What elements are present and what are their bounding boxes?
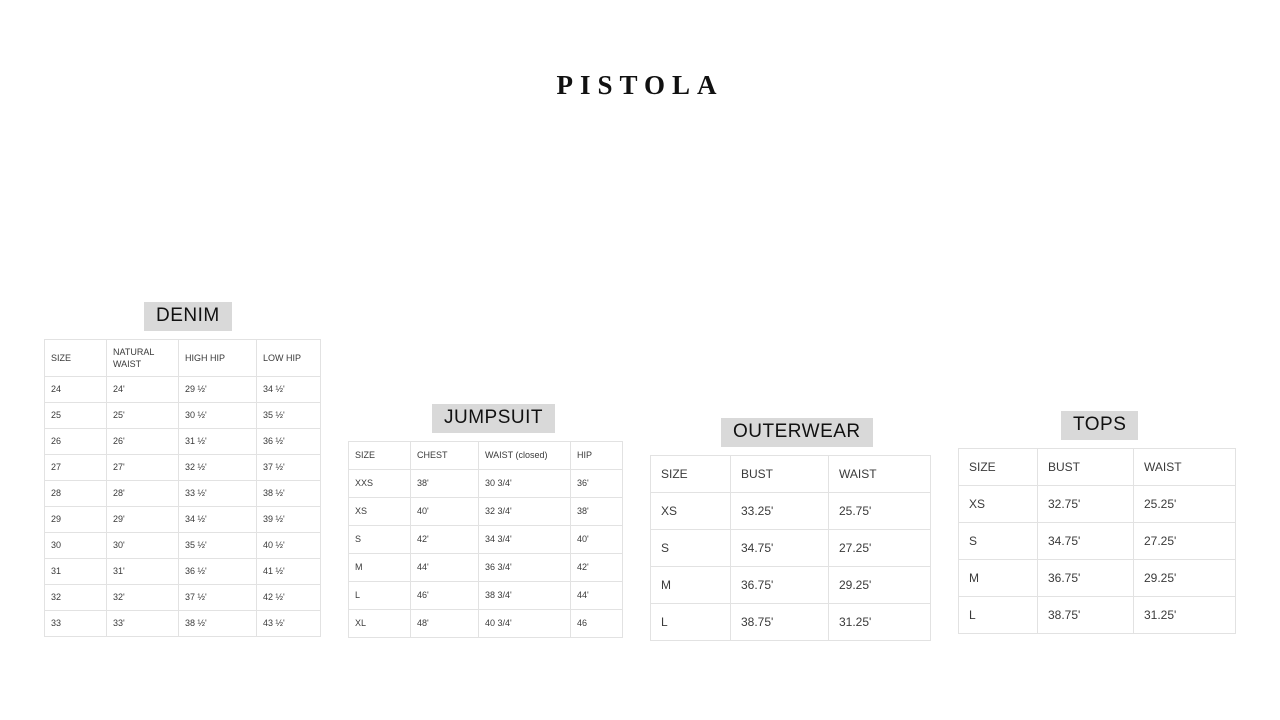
table-cell: 28 bbox=[45, 480, 107, 506]
table-cell: S bbox=[651, 529, 731, 566]
table-cell: 38' bbox=[571, 497, 623, 525]
table-cell: 31.25' bbox=[1134, 596, 1236, 633]
table-header-row bbox=[959, 448, 1236, 485]
table-cell: 34.75' bbox=[1038, 522, 1134, 559]
table-cell: M bbox=[349, 553, 411, 581]
column-header: SIZE bbox=[651, 455, 731, 492]
chart-heading-tops: TOPS bbox=[1061, 411, 1138, 440]
table-cell: 24 bbox=[45, 376, 107, 402]
table-row bbox=[959, 522, 1236, 559]
table-cell: 40' bbox=[411, 497, 479, 525]
table-cell: 27' bbox=[107, 454, 179, 480]
table-cell: 30' bbox=[107, 532, 179, 558]
table-row bbox=[349, 553, 623, 581]
table-cell: 48' bbox=[411, 609, 479, 637]
table-row bbox=[45, 532, 321, 558]
table-cell: S bbox=[959, 522, 1038, 559]
table-cell: 29 bbox=[45, 506, 107, 532]
size-table-jumpsuit bbox=[348, 441, 623, 638]
table-cell: L bbox=[349, 581, 411, 609]
table-header-row bbox=[349, 441, 623, 469]
table-cell: 29' bbox=[107, 506, 179, 532]
table-cell: 46' bbox=[411, 581, 479, 609]
size-table-denim bbox=[44, 339, 321, 637]
size-chart-outerwear bbox=[650, 418, 931, 641]
table-cell: 36' bbox=[571, 469, 623, 497]
table-cell: XXS bbox=[349, 469, 411, 497]
column-header: BUST bbox=[1038, 448, 1134, 485]
table-cell: 32 bbox=[45, 584, 107, 610]
table-cell: 35 ½' bbox=[179, 532, 257, 558]
table-cell: 29.25' bbox=[1134, 559, 1236, 596]
table-cell: 36.75' bbox=[731, 566, 829, 603]
table-row bbox=[349, 525, 623, 553]
table-cell: 31 bbox=[45, 558, 107, 584]
column-header: WAIST bbox=[829, 455, 931, 492]
table-cell: 26 bbox=[45, 428, 107, 454]
table-cell: 27.25' bbox=[1134, 522, 1236, 559]
column-header: BUST bbox=[731, 455, 829, 492]
table-cell: 36.75' bbox=[1038, 559, 1134, 596]
table-cell: 26' bbox=[107, 428, 179, 454]
size-table-outerwear bbox=[650, 455, 931, 641]
column-header: NATURAL WAIST bbox=[107, 339, 179, 376]
table-cell: 44' bbox=[411, 553, 479, 581]
table-cell: 38.75' bbox=[731, 603, 829, 640]
table-cell: 40' bbox=[571, 525, 623, 553]
table-row bbox=[651, 529, 931, 566]
table-cell: 34 ½' bbox=[179, 506, 257, 532]
table-row bbox=[45, 402, 321, 428]
table-cell: 30 ½' bbox=[179, 402, 257, 428]
table-cell: 30 bbox=[45, 532, 107, 558]
column-header: SIZE bbox=[45, 339, 107, 376]
table-cell: L bbox=[651, 603, 731, 640]
table-cell: 32 ½' bbox=[179, 454, 257, 480]
table-cell: 43 ½' bbox=[257, 610, 321, 636]
table-row bbox=[45, 610, 321, 636]
table-cell: 41 ½' bbox=[257, 558, 321, 584]
table-cell: 36 ½' bbox=[257, 428, 321, 454]
table-cell: 42' bbox=[571, 553, 623, 581]
table-cell: 33.25' bbox=[731, 492, 829, 529]
table-cell: 37 ½' bbox=[257, 454, 321, 480]
table-cell: 37 ½' bbox=[179, 584, 257, 610]
table-cell: 46 bbox=[571, 609, 623, 637]
table-cell: 33 ½' bbox=[179, 480, 257, 506]
table-cell: L bbox=[959, 596, 1038, 633]
table-row bbox=[959, 559, 1236, 596]
table-cell: XS bbox=[959, 485, 1038, 522]
table-cell: 35 ½' bbox=[257, 402, 321, 428]
column-header: HIGH HIP bbox=[179, 339, 257, 376]
table-cell: 29.25' bbox=[829, 566, 931, 603]
table-cell: 38.75' bbox=[1038, 596, 1134, 633]
table-row bbox=[45, 376, 321, 402]
column-header: SIZE bbox=[959, 448, 1038, 485]
table-row bbox=[651, 603, 931, 640]
chart-heading-outerwear: OUTERWEAR bbox=[721, 418, 873, 447]
column-header: HIP bbox=[571, 441, 623, 469]
table-cell: 31 ½' bbox=[179, 428, 257, 454]
table-cell: 36 ½' bbox=[179, 558, 257, 584]
table-cell: 39 ½' bbox=[257, 506, 321, 532]
table-row bbox=[959, 485, 1236, 522]
table-cell: 38 ½' bbox=[257, 480, 321, 506]
table-cell: S bbox=[349, 525, 411, 553]
table-cell: 38 3/4' bbox=[479, 581, 571, 609]
column-header: LOW HIP bbox=[257, 339, 321, 376]
chart-heading-jumpsuit: JUMPSUIT bbox=[432, 404, 555, 433]
table-cell: 38' bbox=[411, 469, 479, 497]
brand-title: PISTOLA bbox=[556, 70, 724, 100]
table-header-row bbox=[45, 339, 321, 376]
size-chart-tops bbox=[958, 411, 1236, 634]
table-cell: 25' bbox=[107, 402, 179, 428]
column-header: WAIST bbox=[1134, 448, 1236, 485]
table-cell: 27.25' bbox=[829, 529, 931, 566]
column-header: WAIST (closed) bbox=[479, 441, 571, 469]
table-row bbox=[651, 492, 931, 529]
table-row bbox=[349, 609, 623, 637]
table-cell: 29 ½' bbox=[179, 376, 257, 402]
table-cell: 32.75' bbox=[1038, 485, 1134, 522]
table-row bbox=[45, 428, 321, 454]
table-cell: 32 3/4' bbox=[479, 497, 571, 525]
table-cell: 27 bbox=[45, 454, 107, 480]
table-cell: 28' bbox=[107, 480, 179, 506]
size-table-tops bbox=[958, 448, 1236, 634]
table-cell: 24' bbox=[107, 376, 179, 402]
table-cell: 34 3/4' bbox=[479, 525, 571, 553]
table-cell: 33' bbox=[107, 610, 179, 636]
size-chart-denim bbox=[44, 302, 321, 637]
table-cell: 25.25' bbox=[1134, 485, 1236, 522]
table-cell: XS bbox=[651, 492, 731, 529]
table-row bbox=[45, 506, 321, 532]
table-row bbox=[651, 566, 931, 603]
table-cell: 32' bbox=[107, 584, 179, 610]
table-cell: 31.25' bbox=[829, 603, 931, 640]
table-cell: 42 ½' bbox=[257, 584, 321, 610]
table-cell: 40 3/4' bbox=[479, 609, 571, 637]
table-cell: 42' bbox=[411, 525, 479, 553]
table-cell: 25 bbox=[45, 402, 107, 428]
table-header-row bbox=[651, 455, 931, 492]
table-cell: 30 3/4' bbox=[479, 469, 571, 497]
table-cell: 33 bbox=[45, 610, 107, 636]
table-cell: 40 ½' bbox=[257, 532, 321, 558]
column-header: SIZE bbox=[349, 441, 411, 469]
table-cell: 44' bbox=[571, 581, 623, 609]
table-row bbox=[45, 558, 321, 584]
table-cell: XS bbox=[349, 497, 411, 525]
table-row bbox=[959, 596, 1236, 633]
size-chart-jumpsuit bbox=[348, 404, 623, 638]
table-cell: 38 ½' bbox=[179, 610, 257, 636]
table-cell: 31' bbox=[107, 558, 179, 584]
table-cell: 25.75' bbox=[829, 492, 931, 529]
table-row bbox=[45, 584, 321, 610]
table-cell: XL bbox=[349, 609, 411, 637]
table-row bbox=[45, 480, 321, 506]
table-cell: 34 ½' bbox=[257, 376, 321, 402]
table-row bbox=[45, 454, 321, 480]
table-cell: 34.75' bbox=[731, 529, 829, 566]
table-cell: M bbox=[651, 566, 731, 603]
table-row bbox=[349, 497, 623, 525]
chart-heading-denim: DENIM bbox=[144, 302, 232, 331]
table-row bbox=[349, 469, 623, 497]
table-cell: 36 3/4' bbox=[479, 553, 571, 581]
column-header: CHEST bbox=[411, 441, 479, 469]
table-cell: M bbox=[959, 559, 1038, 596]
table-row bbox=[349, 581, 623, 609]
